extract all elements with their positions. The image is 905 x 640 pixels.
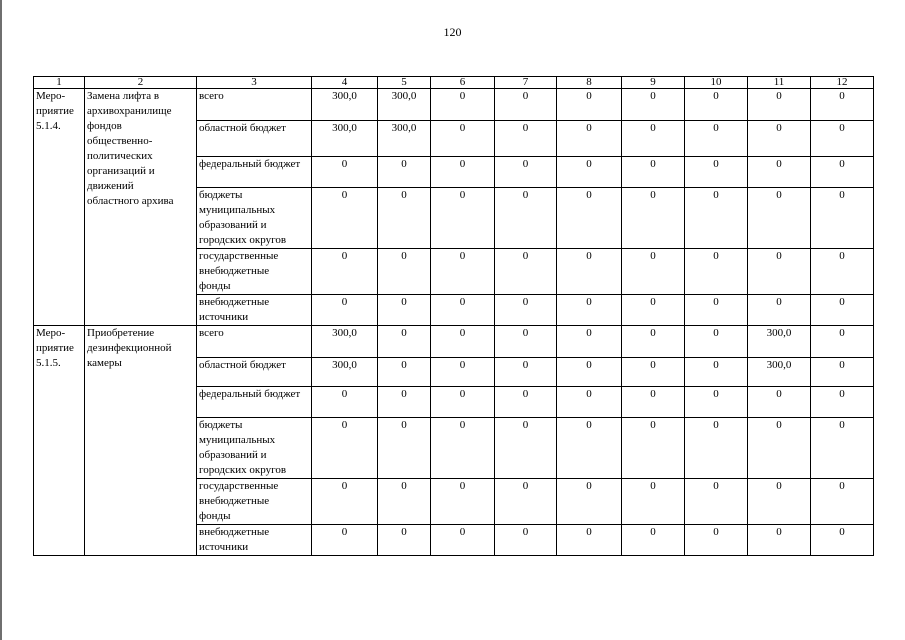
value-cell-col-10: 0 [685,188,748,249]
value-cell-col-11: 300,0 [748,358,811,387]
value-cell-col-8: 0 [557,479,622,525]
table-row [34,89,874,121]
value-cell-col-12: 0 [811,249,874,295]
value-cell-col-4: 300,0 [312,89,378,121]
value-cell-col-12: 0 [811,358,874,387]
value-cell-col-9: 0 [622,479,685,525]
value-cell-col-10: 0 [685,249,748,295]
funding-source [197,387,312,418]
funding-source-line: федеральный бюджет [199,158,301,170]
value-cell-col-6: 0 [431,525,495,556]
value-cell-col-4: 300,0 [312,326,378,358]
column-number-7: 7 [495,77,557,89]
budget-table [33,76,874,556]
column-number-2: 2 [85,77,197,89]
funding-source-line: городских округов [199,234,287,246]
value-cell-col-6: 0 [431,157,495,188]
value-cell-col-10: 0 [685,157,748,188]
activity-name-line: движений [87,180,134,192]
funding-source-line: бюджеты [199,189,243,201]
value-cell-col-6: 0 [431,358,495,387]
funding-source-line: образований и [199,449,267,461]
value-cell-col-12: 0 [811,418,874,479]
funding-source [197,479,312,525]
value-cell-col-10: 0 [685,387,748,418]
value-cell-col-9: 0 [622,295,685,326]
value-cell-col-12: 0 [811,525,874,556]
value-cell-col-9: 0 [622,89,685,121]
page-number: 120 [443,25,462,39]
value-cell-col-7: 0 [495,89,557,121]
funding-source-line: образований и [199,219,267,231]
value-cell-col-12: 0 [811,157,874,188]
value-cell-col-7: 0 [495,157,557,188]
value-cell-col-6: 0 [431,249,495,295]
value-cell-col-7: 0 [495,249,557,295]
value-cell-col-8: 0 [557,89,622,121]
value-cell-col-12: 0 [811,121,874,157]
activity-name [85,89,197,326]
funding-source-line: государственные [199,480,279,492]
value-cell-col-6: 0 [431,188,495,249]
funding-source-line: всего [199,327,224,339]
value-cell-col-11: 0 [748,249,811,295]
value-cell-col-7: 0 [495,525,557,556]
activity-name-line: организаций и [87,165,155,177]
value-cell-col-10: 0 [685,358,748,387]
funding-source-line: фонды [199,280,231,292]
activity-code-line: 5.1.4. [36,120,61,132]
value-cell-col-10: 0 [685,295,748,326]
funding-source-line: областной бюджет [199,122,286,134]
value-cell-col-7: 0 [495,418,557,479]
value-cell-col-5: 300,0 [378,121,431,157]
funding-source-line: бюджеты [199,419,243,431]
value-cell-col-10: 0 [685,326,748,358]
activity-name-line: фондов [87,120,122,132]
value-cell-col-12: 0 [811,188,874,249]
funding-source-line: внебюджетные [199,526,270,538]
value-cell-col-9: 0 [622,525,685,556]
activity-name-line: архивохранилище [87,105,172,117]
funding-source [197,89,312,121]
activity-name-line: Замена лифта в [87,90,160,102]
value-cell-col-5: 0 [378,188,431,249]
funding-source-line: областной бюджет [199,359,286,371]
funding-source [197,295,312,326]
value-cell-col-4: 0 [312,188,378,249]
value-cell-col-10: 0 [685,418,748,479]
value-cell-col-9: 0 [622,249,685,295]
value-cell-col-5: 0 [378,479,431,525]
value-cell-col-11: 0 [748,479,811,525]
value-cell-col-8: 0 [557,525,622,556]
value-cell-col-6: 0 [431,295,495,326]
value-cell-col-6: 0 [431,418,495,479]
value-cell-col-5: 0 [378,525,431,556]
activity-code-line: Меро- [36,90,66,102]
funding-source-line: источники [199,311,249,323]
activity-code-line: приятие [36,342,74,354]
value-cell-col-8: 0 [557,387,622,418]
value-cell-col-11: 0 [748,157,811,188]
value-cell-col-5: 0 [378,418,431,479]
value-cell-col-9: 0 [622,387,685,418]
column-number-4: 4 [312,77,378,89]
funding-source [197,326,312,358]
activity-name-line: областного архива [87,195,174,207]
value-cell-col-12: 0 [811,326,874,358]
funding-source [197,157,312,188]
value-cell-col-5: 0 [378,295,431,326]
value-cell-col-7: 0 [495,121,557,157]
column-number-1: 1 [34,77,85,89]
value-cell-col-11: 0 [748,121,811,157]
value-cell-col-8: 0 [557,157,622,188]
activity-name-line: Приобретение [87,327,155,339]
column-number-6: 6 [431,77,495,89]
column-number-8: 8 [557,77,622,89]
value-cell-col-4: 0 [312,418,378,479]
activity-code [34,326,85,556]
funding-source-line: муниципальных [199,204,276,216]
funding-source [197,418,312,479]
page-left-edge [0,0,2,640]
value-cell-col-11: 0 [748,525,811,556]
value-cell-col-6: 0 [431,121,495,157]
activity-name-line: политических [87,150,153,162]
value-cell-col-12: 0 [811,295,874,326]
value-cell-col-11: 300,0 [748,326,811,358]
value-cell-col-4: 300,0 [312,358,378,387]
value-cell-col-6: 0 [431,326,495,358]
value-cell-col-8: 0 [557,326,622,358]
value-cell-col-4: 300,0 [312,121,378,157]
activity-code-line: приятие [36,105,74,117]
funding-source-line: источники [199,541,249,553]
activity-code-line: Меро- [36,327,66,339]
column-number-row [34,77,874,89]
value-cell-col-10: 0 [685,89,748,121]
value-cell-col-4: 0 [312,295,378,326]
value-cell-col-11: 0 [748,387,811,418]
column-number-10: 10 [685,77,748,89]
activity-code [34,89,85,326]
funding-source [197,188,312,249]
funding-source-line: внебюджетные [199,296,270,308]
funding-source-line: муниципальных [199,434,276,446]
value-cell-col-11: 0 [748,188,811,249]
value-cell-col-6: 0 [431,387,495,418]
column-number-3: 3 [197,77,312,89]
value-cell-col-4: 0 [312,525,378,556]
value-cell-col-10: 0 [685,479,748,525]
value-cell-col-4: 0 [312,479,378,525]
value-cell-col-5: 0 [378,358,431,387]
funding-source [197,249,312,295]
value-cell-col-5: 0 [378,157,431,188]
value-cell-col-9: 0 [622,121,685,157]
activity-name-line: камеры [87,357,122,369]
value-cell-col-11: 0 [748,418,811,479]
value-cell-col-7: 0 [495,358,557,387]
value-cell-col-7: 0 [495,188,557,249]
value-cell-col-9: 0 [622,418,685,479]
value-cell-col-12: 0 [811,479,874,525]
activity-name [85,326,197,556]
value-cell-col-6: 0 [431,89,495,121]
value-cell-col-9: 0 [622,157,685,188]
value-cell-col-7: 0 [495,387,557,418]
column-number-12: 12 [811,77,874,89]
funding-source-line: всего [199,90,224,102]
value-cell-col-4: 0 [312,387,378,418]
value-cell-col-8: 0 [557,418,622,479]
value-cell-col-5: 0 [378,387,431,418]
funding-source [197,358,312,387]
value-cell-col-10: 0 [685,525,748,556]
activity-name-line: дезинфекционной [87,342,172,354]
value-cell-col-8: 0 [557,358,622,387]
value-cell-col-11: 0 [748,89,811,121]
value-cell-col-11: 0 [748,295,811,326]
funding-source-line: городских округов [199,464,287,476]
value-cell-col-7: 0 [495,326,557,358]
column-number-5: 5 [378,77,431,89]
column-number-9: 9 [622,77,685,89]
value-cell-col-4: 0 [312,249,378,295]
value-cell-col-12: 0 [811,387,874,418]
funding-source-line: федеральный бюджет [199,388,301,400]
budget-table-body [34,77,874,556]
activity-code-line: 5.1.5. [36,357,61,369]
value-cell-col-5: 0 [378,249,431,295]
value-cell-col-12: 0 [811,89,874,121]
funding-source-line: внебюджетные [199,265,270,277]
activity-name-line: общественно- [87,135,153,147]
funding-source [197,525,312,556]
value-cell-col-9: 0 [622,358,685,387]
funding-source-line: государственные [199,250,279,262]
value-cell-col-7: 0 [495,479,557,525]
value-cell-col-8: 0 [557,249,622,295]
funding-source [197,121,312,157]
column-number-11: 11 [748,77,811,89]
value-cell-col-5: 0 [378,326,431,358]
value-cell-col-8: 0 [557,295,622,326]
value-cell-col-8: 0 [557,121,622,157]
value-cell-col-9: 0 [622,326,685,358]
table-row [34,326,874,358]
value-cell-col-10: 0 [685,121,748,157]
value-cell-col-5: 300,0 [378,89,431,121]
value-cell-col-4: 0 [312,157,378,188]
funding-source-line: фонды [199,510,231,522]
value-cell-col-9: 0 [622,188,685,249]
funding-source-line: внебюджетные [199,495,270,507]
value-cell-col-8: 0 [557,188,622,249]
value-cell-col-7: 0 [495,295,557,326]
value-cell-col-6: 0 [431,479,495,525]
